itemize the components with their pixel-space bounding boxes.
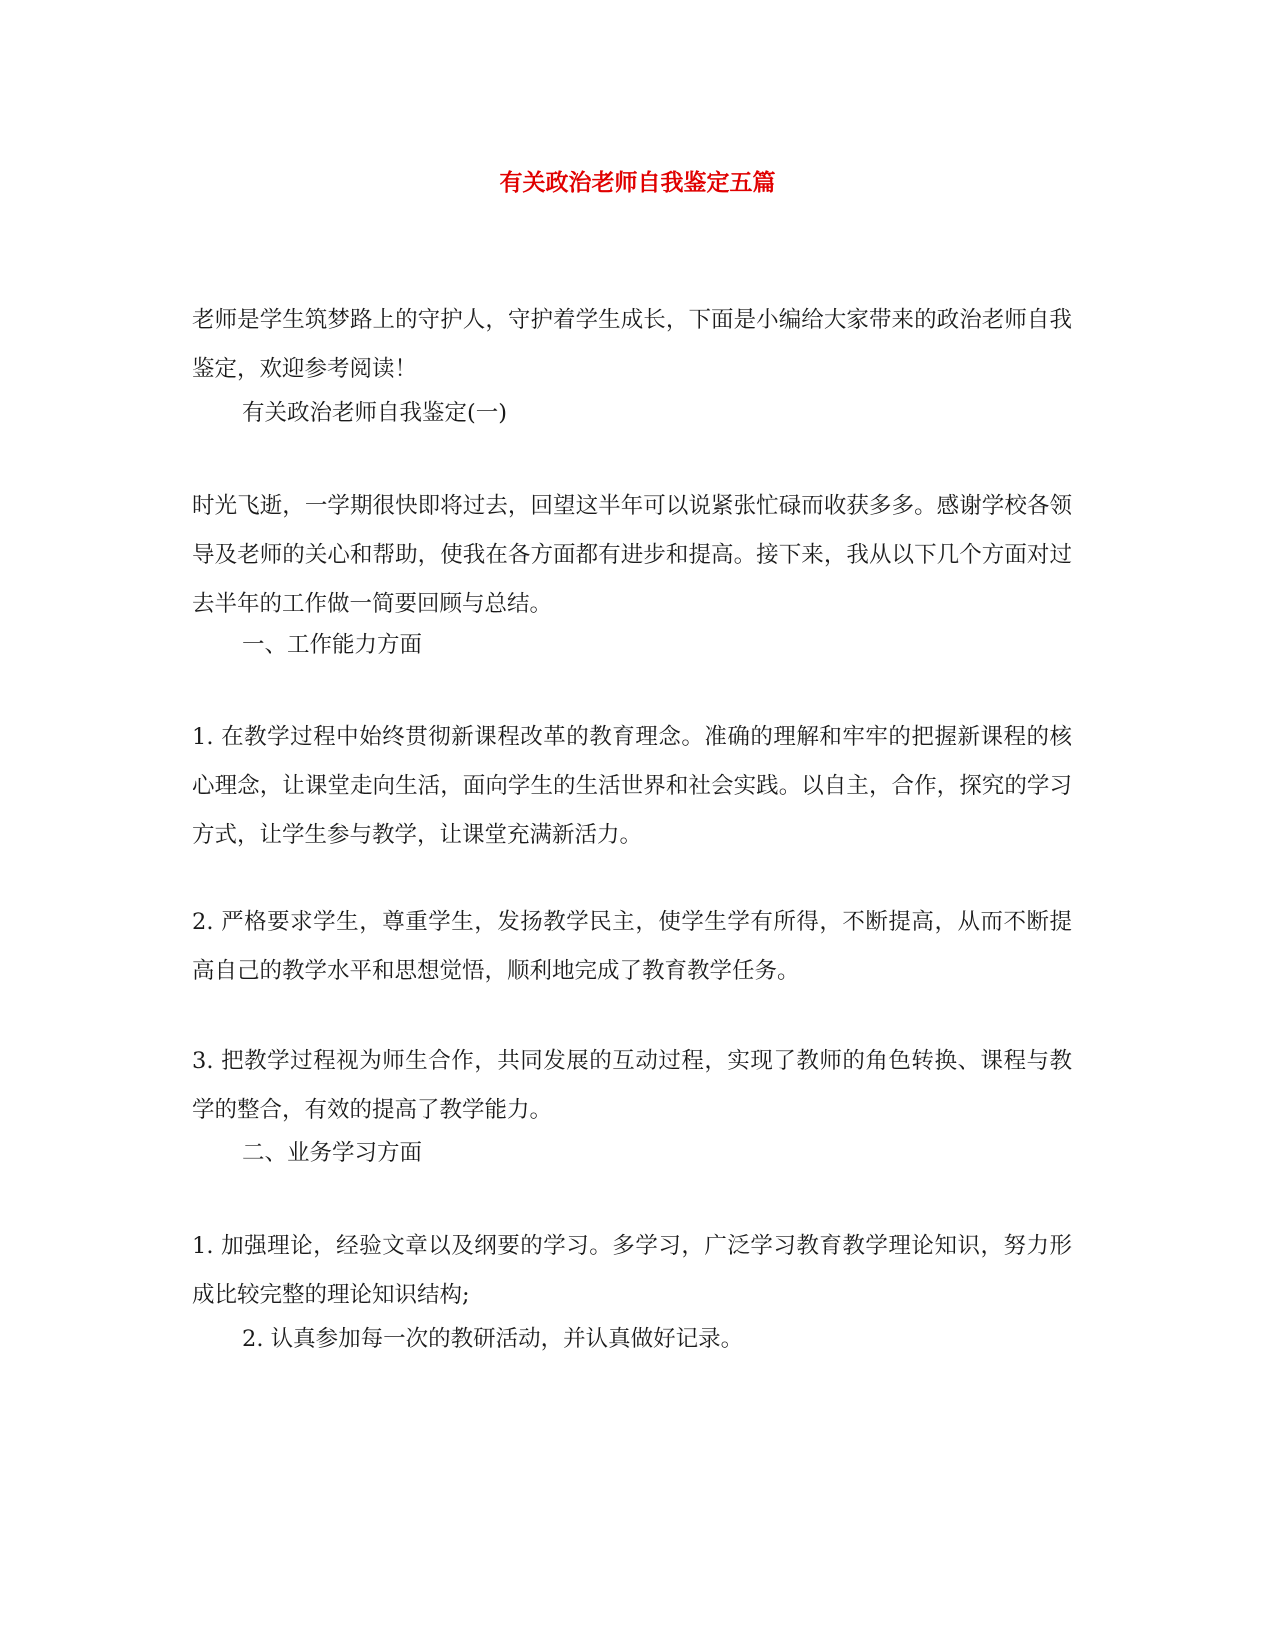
list-item-paragraph: 2. 认真参加每一次的教研活动，并认真做好记录。 — [242, 1326, 744, 1352]
list-item-paragraph: 1. 在教学过程中始终贯彻新课程改革的教育理念。准确的理解和牢牢的把握新课程的核心理念，让课堂走向生活，面向学生的生活世界和社会实践。以自主，合作，探究的学习方式，让学生参与教学，让课堂充满新活力。 — [192, 724, 1072, 848]
subsection-heading: 二、业务学习方面 — [242, 1140, 423, 1166]
intro-paragraph: 老师是学生筑梦路上的守护人，守护着学生成长，下面是小编给大家带来的政治老师自我鉴定，欢迎参考阅读！ — [192, 307, 1072, 382]
body-paragraph: 时光飞逝，一学期很快即将过去，回望这半年可以说紧张忙碌而收获多多。感谢学校各领导及老师的关心和帮助，使我在各方面都有进步和提高。接下来，我从以下几个方面对过去半年的工作做一简要回顾与总结。 — [192, 493, 1072, 617]
section-heading-one: 有关政治老师自我鉴定(一) — [242, 400, 508, 426]
list-item-paragraph: 1. 加强理论，经验文章以及纲要的学习。多学习，广泛学习教育教学理论知识，努力形成比较完整的理论知识结构; — [192, 1233, 1072, 1308]
list-item-paragraph: 3. 把教学过程视为师生合作，共同发展的互动过程，实现了教师的角色转换、课程与教学的整合，有效的提高了教学能力。 — [192, 1048, 1072, 1123]
document-title: 有关政治老师自我鉴定五篇 — [499, 170, 776, 196]
list-item-paragraph: 2. 严格要求学生，尊重学生，发扬教学民主，使学生学有所得，不断提高，从而不断提高自己的教学水平和思想觉悟，顺利地完成了教育教学任务。 — [192, 909, 1072, 984]
subsection-heading: 一、工作能力方面 — [242, 632, 423, 658]
